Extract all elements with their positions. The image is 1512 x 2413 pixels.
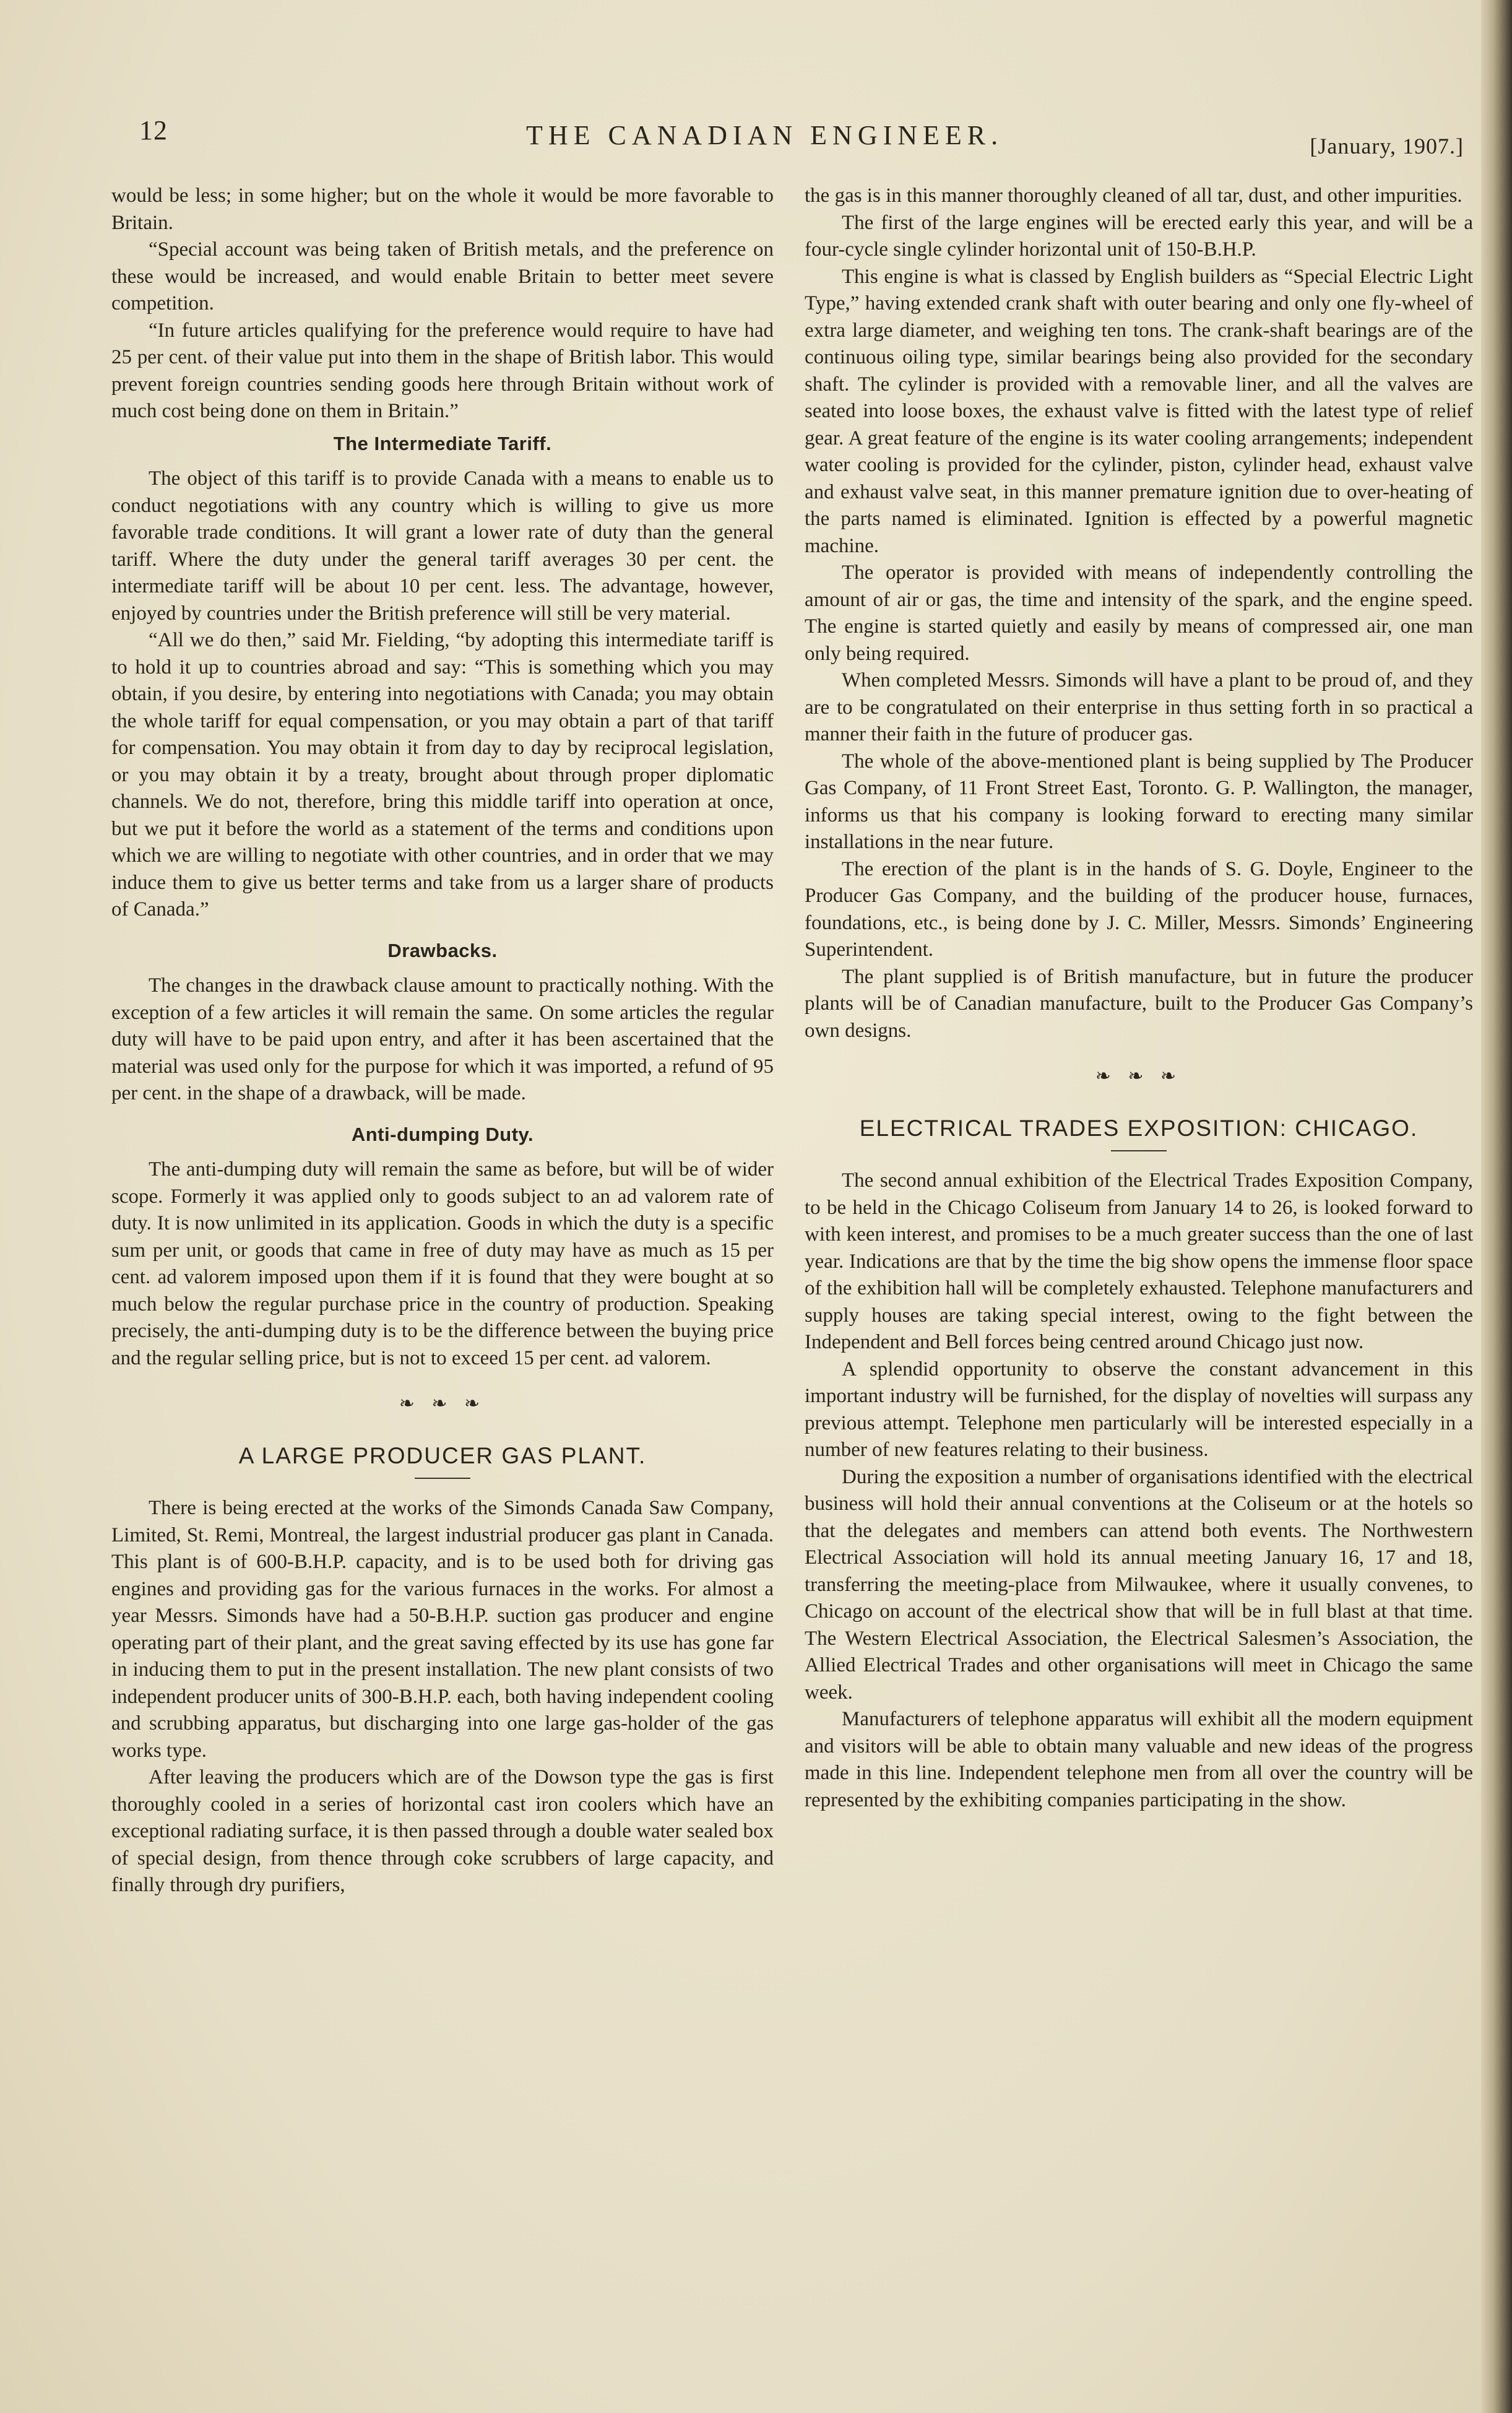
section-ornament: ❧ ❧ ❧ (1095, 1066, 1183, 1086)
right-column (805, 183, 1473, 1814)
paragraph: Manufacturers of telephone apparatus will exhibit all the modern equipment and visitors will be able to obtain many valuable and new ideas of the progress made in this line. Independent telephone men from all over the country will be represented by the exhibiting companies participating in the show. (805, 1708, 1473, 1811)
paragraph: “In future articles qualifying for the preference would require to have had 25 per cent. of their value put into them in the shape of British labor. This would prevent foreign countries sending goods here through Britain without work of much cost being done on them in Britain.” (111, 319, 774, 422)
paragraph: During the exposition a number of organisations identified with the electrical business will hold their annual conventions at the Coliseum or at the hotels so that the delegates and members can attend both events. The Northwestern Electrical Association will hold its annual meeting January 16, 17 and 18, transferring the meeting-place from Milwaukee, where it usually convenes, to Chicago on account of the electrical show that will be in full blast at that time. The Western Electrical Association, the Electrical Salesmen’s Association, the Allied Electrical Trades and other organisations will meet in Chicago the same week. (805, 1465, 1473, 1704)
paragraph: There is being erected at the works of the Simonds Canada Saw Company, Limited, St. Remi, Montreal, the largest industrial producer gas plant in Canada. This plant is of 600-B.H.P. capacity, and is to be used both for driving gas engines and providing gas for the various furnaces in the works. For almost a year Messrs. Simonds have had a 50-B.H.P. suction gas producer and engine operating part of their plant, and the great saving effected by its use has gone far in inducing them to put in the present installation. The new plant consists of two independent producer units of 300-B.H.P. each, both having independent cooling and scrubbing apparatus, but discharging into one large gas-holder of the gas works type. (111, 1497, 774, 1762)
section-ornament: ❧ ❧ ❧ (399, 1393, 486, 1414)
paragraph: After leaving the producers which are of the Dowson type the gas is first thoroughly cooled in a series of horizontal cast iron coolers which have an exceptional radiating surface, it is then passed through a double water sealed box of special design, from thence through coke scrubbers of large capacity, and finally through dry purifiers, (111, 1766, 774, 1896)
drawbacks-heading: Drawbacks. (387, 939, 498, 961)
paragraph: A splendid opportunity to observe the constant advancement in this important industry will be furnished, for the display of novelties will surpass any previous attempt. Telephone men particularly will be interested especially in a number of new features relating to their business. (805, 1358, 1473, 1461)
left-column (111, 183, 774, 1899)
anti-dumping-heading: Anti-dumping Duty. (351, 1123, 534, 1145)
paragraph: The operator is provided with means of independently controlling the amount of air or gas, the time and intensity of the spark, and the engine speed. The engine is started quietly and easily by means of compressed air, one man only being required. (805, 561, 1473, 665)
paragraph: “All we do then,” said Mr. Fielding, “by adopting this intermediate tariff is to hold it up to countries abroad and say: “This is something which you may obtain, if you desire, by entering into negotiations with Canada; you may obtain the whole tariff for equal compensation, or you may obtain a part of that tariff for compensation. You may obtain it from day to day by reciprocal legislation, or you may obtain it by a treaty, brought about through proper diplomatic channels. We do not, therefore, bring this middle tariff into operation at once, but we put it before the world as a statement of the terms and conditions upon which we are willing to negotiate with other countries, and in order that we may induce them to give us better terms and take from us a larger share of products of Canada.” (111, 629, 774, 921)
paragraph: The whole of the above-mentioned plant is being supplied by The Producer Gas Company, of 11 Front Street East, Toronto. G. P. Wallington, the manager, informs us that his company is looking forward to erecting many similar installations in the near future. (805, 750, 1473, 853)
electrical-trades-heading: ELECTRICAL TRADES EXPOSITION: CHICAGO. (859, 1115, 1419, 1141)
paragraph: The erection of the plant is in the hands of S. G. Doyle, Engineer to the Producer Gas Company, and the building of the producer house, furnaces, foundations, etc., is being done by J. C. Miller, Messrs. Simonds’ Engineering Superintendent. (805, 857, 1473, 961)
journal-title: THE CANADIAN ENGINEER. (526, 120, 1004, 150)
heading-rule (1111, 1150, 1167, 1151)
paragraph: the gas is in this manner thoroughly cleaned of all tar, dust, and other impurities. (805, 184, 1462, 207)
intermediate-tariff-heading: The Intermediate Tariff. (333, 432, 552, 454)
page-number: 12 (139, 115, 168, 145)
page-binding-edge (1481, 0, 1512, 2413)
paragraph: The object of this tariff is to provide Canada with a means to enable us to conduct negotiations with any country which is willing to give us more favorable trade conditions. It will grant a lower rate of duty than the general tariff. Where the duty under the general tariff averages 30 per cent. the intermediate tariff will be about 10 per cent. less. The advantage, however, enjoyed by countries under the British preference will still be very material. (111, 467, 774, 625)
issue-date: [January, 1907.] (1310, 134, 1464, 158)
heading-rule (415, 1478, 470, 1479)
page-header (139, 115, 1464, 158)
gas-plant-heading: A LARGE PRODUCER GAS PLANT. (238, 1442, 647, 1468)
paragraph: The plant supplied is of British manufacture, but in future the producer plants will be of Canadian manufacture, built to the Producer Gas Company’s own designs. (805, 965, 1473, 1042)
paragraph: The changes in the drawback clause amount to practically nothing. With the exception of a few articles it will remain the same. On some articles the regular duty will have to be paid upon entry, and after it has been ascertained that the material was used only for the purpose for which it was imported, a refund of 95 per cent. in the shape of a drawback, will be made. (111, 974, 774, 1104)
paragraph: would be less; in some higher; but on the whole it would be more favorable to Britain. (111, 184, 774, 234)
paragraph: This engine is what is classed by English builders as “Special Electric Light Type,” having extended crank shaft with outer bearing and only one fly-wheel of extra large diameter, and weighing ten tons. The crank-shaft bearings are of the continuous oiling type, similar bearings being also provided for the secondary shaft. The cylinder is provided with a removable liner, and all the valves are seated into loose boxes, the exhaust valve is fitted with the latest type of relief gear. A great feature of the engine is its water cooling arrangements; independent water cooling is provided for the cylinder, piston, cylinder head, exhaust valve and exhaust valve seat, in this manner premature ignition due to over-heating of the parts named is eliminated. Ignition is effected by a powerful magnetic machine. (805, 265, 1473, 557)
paragraph: The anti-dumping duty will remain the same as before, but will be of wider scope. Formerly it was applied only to goods subject to an ad valorem rate of duty. It is now unlimited in its application. Goods in which the duty is a specific sum per unit, or goods that came in free of duty may have as much as 15 per cent. ad valorem imposed upon them if it is found that they were bought at so much below the regular purchase price in the country of production. Speaking precisely, the anti-dumping duty is to be the difference between the buying price and the regular selling price, but is not to exceed 15 per cent. ad valorem. (111, 1158, 774, 1369)
paragraph: When completed Messrs. Simonds will have a plant to be proud of, and they are to be congratulated on their enterprise in thus setting forth in so practical a manner their faith in the future of producer gas. (805, 669, 1473, 745)
paragraph: The second annual exhibition of the Electrical Trades Exposition Company, to be held in the Chicago Coliseum from January 14 to 26, is looked forward to with keen interest, and promises to be a much greater success than the one of last year. Indications are that by the time the big show opens the immense floor space of the exhibition hall will be completely exhausted. Telephone manufacturers and supply houses are taking special interest, owing to the fight between the Independent and Bell forces being centred around Chicago just now. (805, 1169, 1473, 1353)
paragraph: The first of the large engines will be erected early this year, and will be a four-cycle single cylinder horizontal unit of 150-B.H.P. (805, 211, 1473, 261)
paragraph: “Special account was being taken of British metals, and the preference on these would be increased, and would enable Britain to better meet severe competition. (111, 238, 774, 314)
